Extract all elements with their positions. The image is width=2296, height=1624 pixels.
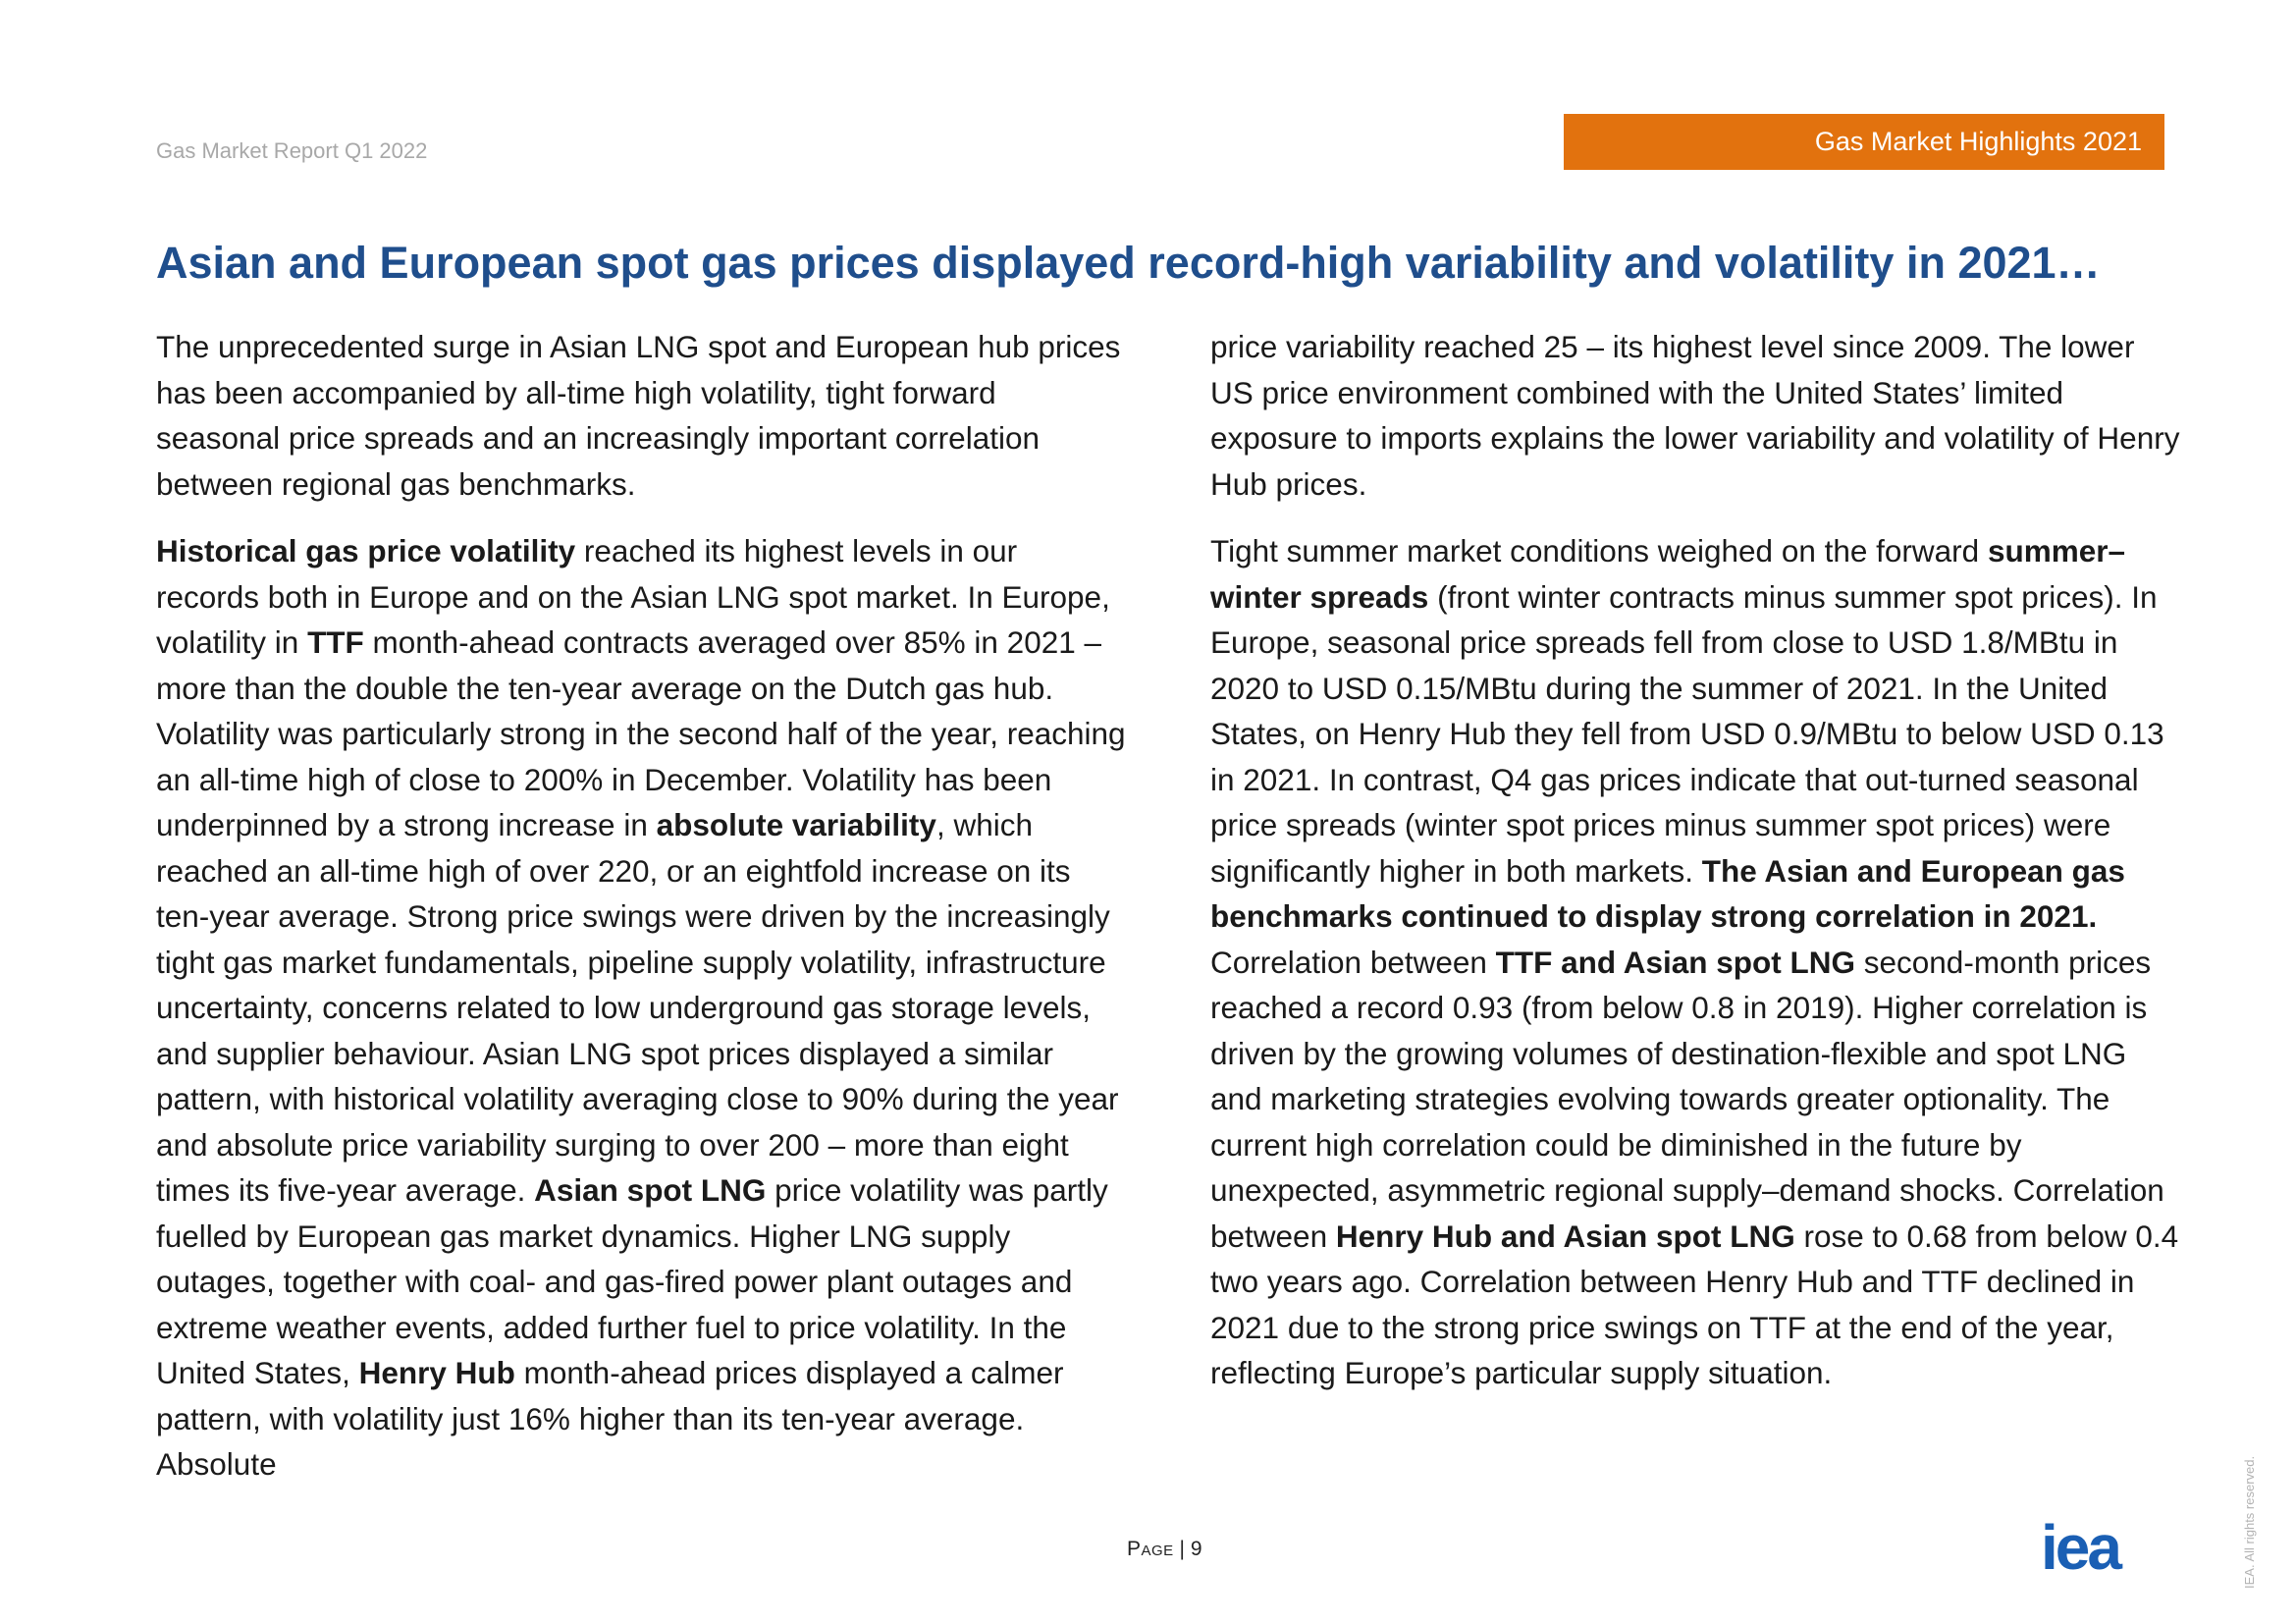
iea-logo-text: iea bbox=[2041, 1520, 2119, 1575]
page-word: Page bbox=[1127, 1538, 1174, 1560]
page-headline: Asian and European spot gas prices displayed record-high variability and volatility in 2021… bbox=[156, 238, 2101, 288]
left-column bbox=[156, 324, 1128, 1509]
page-number-value: 9 bbox=[1190, 1538, 1202, 1560]
page-separator: | bbox=[1173, 1538, 1191, 1560]
body-text: month-ahead contracts averaged over 85% in 2021 – more than the double the ten-year average on the Dutch gas hub. Volatility was particularly strong in the second half of the year, reaching an all-time high of close to 200% in December. Volatility has been underpinned by a strong increase in bbox=[156, 624, 1126, 842]
bold-term: TTF bbox=[307, 624, 364, 660]
left-paragraph-1: The unprecedented surge in Asian LNG spot and European hub prices has been accompanied by all-time high volatility, tight forward seasonal price spreads and an increasingly important correlation between regional gas benchmarks. bbox=[156, 329, 1121, 502]
page-number bbox=[1127, 1538, 1202, 1561]
bold-term: TTF and Asian spot LNG bbox=[1495, 944, 1855, 980]
bold-term: Asian spot LNG bbox=[534, 1172, 767, 1208]
bold-term: The Asian and European gas benchmarks continued to display strong correlation in 2021. bbox=[1210, 852, 2125, 934]
body-text: rose to 0.68 from below 0.4 two years ago. Correlation between Henry Hub and TTF declined in 2021 due to the strong price swings on TTF at the end of the year, reflecting Europe’s particular supply situation. bbox=[1210, 1218, 2179, 1390]
body-text: price volatility was partly fuelled by European gas market dynamics. Higher LNG supply outages, together with coal- and gas-fired power plant outages and extreme weather events, added further fuel to price volatility. In the United States, bbox=[156, 1172, 1108, 1390]
iea-logo bbox=[2039, 1520, 2166, 1575]
right-paragraph-2 bbox=[1210, 528, 2182, 1396]
body-text: second-month prices reached a record 0.93 (from below 0.8 in 2019). Higher correlation is driven by the growing volumes of destination-flexible and spot LNG and marketing strategies evolving towards greater optionality. The current high correlation could be diminished in the future by unexpected, asymmetric regional supply–demand shocks. Correlation between bbox=[1210, 944, 2164, 1254]
section-tab-label: Gas Market Highlights 2021 bbox=[1814, 127, 2142, 156]
bold-term: absolute variability bbox=[656, 807, 936, 842]
right-paragraph-1: price variability reached 25 – its highest level since 2009. The lower US price environment combined with the United States’ limited exposure to imports explains the lower variability and volatility of Henry Hub prices. bbox=[1210, 329, 2180, 502]
body-text: Tight summer market conditions weighed on the forward bbox=[1210, 533, 1988, 568]
bold-term: Henry Hub bbox=[358, 1355, 515, 1390]
rights-notice: IEA. All rights reserved. bbox=[2242, 1455, 2257, 1589]
bold-term: Historical gas price volatility bbox=[156, 533, 576, 568]
body-text: month-ahead prices displayed a calmer pattern, with volatility just 16% higher than its ten-year average. Absolute bbox=[156, 1355, 1064, 1482]
document-title: Gas Market Report Q1 2022 bbox=[156, 138, 428, 163]
body-text: (front winter contracts minus summer spot prices). In Europe, seasonal price spreads fell from close to USD 1.8/MBtu in 2020 to USD 0.15/MBtu during the summer of 2021. In the United States, on Henry Hub they fell from USD 0.9/MBtu to below USD 0.13 in 2021. In contrast, Q4 gas prices indicate that out-turned seasonal price spreads (winter spot prices minus summer spot prices) were significantly higher in both markets. bbox=[1210, 578, 2164, 889]
left-paragraph-2 bbox=[156, 528, 1128, 1488]
right-column bbox=[1210, 324, 2182, 1418]
bold-term: summer–winter spreads bbox=[1210, 533, 2126, 615]
body-text: reached its highest levels in our records both in Europe and on the Asian LNG spot market. In Europe, volatility in bbox=[156, 533, 1110, 660]
body-text: Correlation between bbox=[1210, 944, 1496, 980]
section-tab bbox=[1564, 114, 2164, 170]
body-text: , which reached an all-time high of over 220, or an eightfold increase on its ten-year average. Strong price swings were driven by the increasingly tight gas market fundamentals, pipeline supply volatility, infrastructure uncertainty, concerns related to low underground gas storage levels, and supplier behaviour. Asian LNG spot prices displayed a similar pattern, with historical volatility averaging close to 90% during the year and absolute price variability surging to over 200 – more than eight times its five-year average. bbox=[156, 807, 1119, 1208]
bold-term: Henry Hub and Asian spot LNG bbox=[1335, 1218, 1795, 1254]
